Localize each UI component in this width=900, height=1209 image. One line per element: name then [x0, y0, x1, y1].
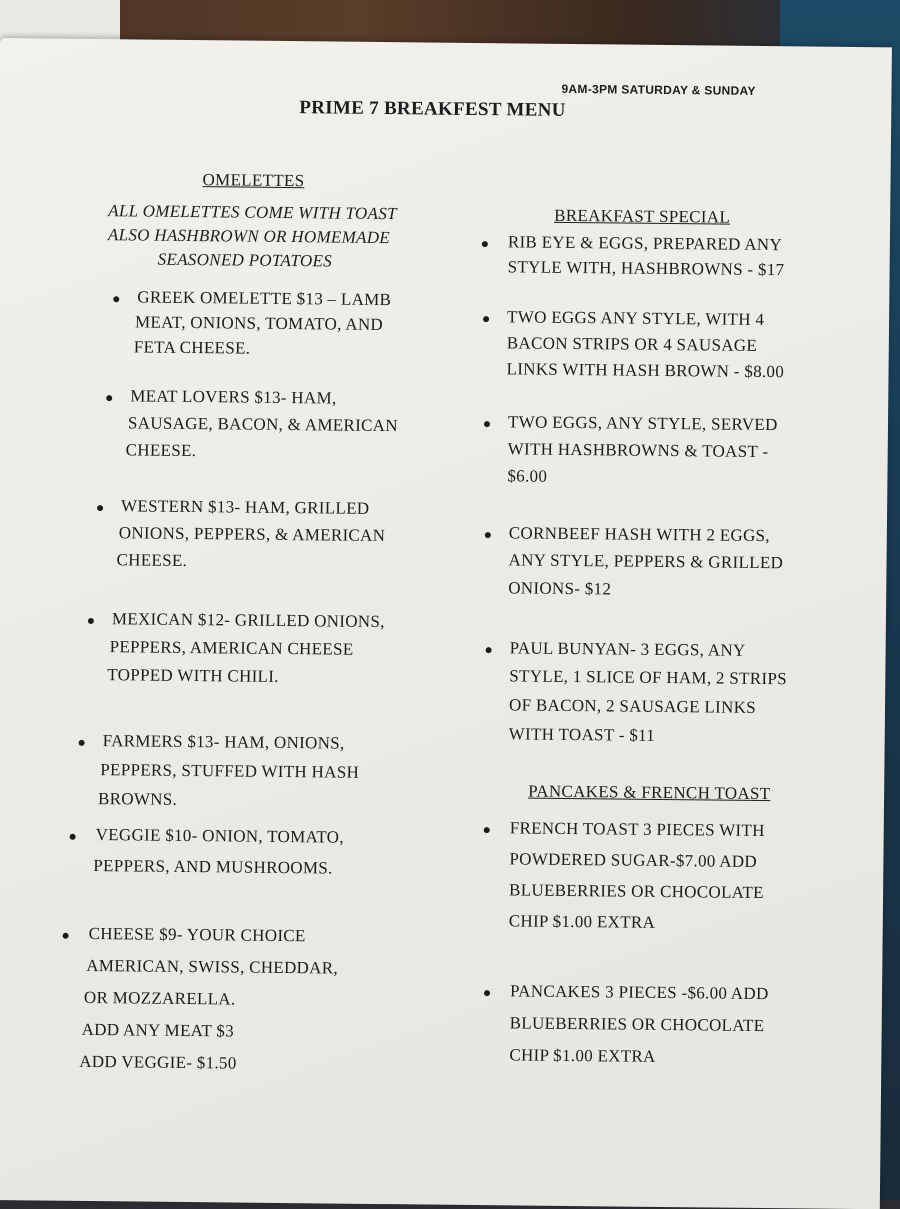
- menu-item-line: WESTERN $13- HAM, GRILLED: [121, 496, 370, 518]
- menu-item-line: STYLE WITH, HASHBROWNS - $17: [507, 257, 785, 280]
- menu-item-line: $6.00: [507, 466, 548, 486]
- menu-item-line: BLUEBERRIES OR CHOCOLATE: [509, 880, 764, 903]
- menu-item-line: TOPPED WITH CHILI.: [107, 665, 279, 686]
- menu-item-line: VEGGIE $10- ONION, TOMATO,: [95, 825, 344, 847]
- menu-item-line: PEPPERS, AND MUSHROOMS.: [93, 856, 333, 878]
- bullet-icon: [63, 933, 69, 939]
- menu-item-line: FRENCH TOAST 3 PIECES WITH: [509, 818, 765, 841]
- menu-item-line: ANY STYLE, PEPPERS & GRILLED: [508, 550, 784, 573]
- menu-item-line: WITH HASHBROWNS & TOAST -: [507, 439, 769, 462]
- menu-item-line: PANCAKES 3 PIECES -$6.00 ADD: [509, 981, 769, 1004]
- menu-item-line: CHEESE.: [116, 550, 188, 570]
- menu-item-line: WITH TOAST - $11: [508, 724, 656, 745]
- menu-item-line: TWO EGGS, ANY STYLE, SERVED: [507, 412, 778, 435]
- menu-item-line: MEAT LOVERS $13- HAM,: [130, 386, 337, 408]
- menu-item-line: PEPPERS, STUFFED WITH HASH: [100, 760, 360, 782]
- menu-item-line: PAUL BUNYAN- 3 EGGS, ANY: [509, 638, 746, 660]
- bullet-icon: [485, 532, 491, 538]
- menu-item-line: TWO EGGS ANY STYLE, WITH 4: [507, 307, 765, 330]
- bullet-icon: [97, 505, 103, 511]
- menu-item-line: FETA CHEESE.: [133, 337, 251, 358]
- bullet-icon: [113, 296, 119, 302]
- bullet-icon: [70, 834, 76, 840]
- menu-item-line: AMERICAN, SWISS, CHEDDAR,: [86, 955, 339, 978]
- menu-item-line: CHIP $1.00 EXTRA: [509, 1045, 656, 1066]
- menu-item-line: POWDERED SUGAR-$7.00 ADD: [509, 849, 758, 871]
- menu-item-line: CHIP $1.00 EXTRA: [508, 911, 656, 932]
- pancakes-heading: PANCAKES & FRENCH TOAST: [528, 781, 771, 804]
- menu-item-line: MEXICAN $12- GRILLED ONIONS,: [111, 609, 385, 632]
- breakfast-special-heading: BREAKFAST SPECIAL: [554, 205, 731, 227]
- menu-item-line: OF BACON, 2 SAUSAGE LINKS: [508, 695, 757, 717]
- bullet-icon: [483, 316, 489, 322]
- bullet-icon: [484, 827, 490, 833]
- bullet-icon: [484, 990, 490, 996]
- omelettes-note-line: ALSO HASHBROWN OR HOMEMADE: [107, 225, 391, 248]
- menu-sheet: [0, 38, 892, 1209]
- omelettes-note-line: ALL OMELETTES COME WITH TOAST: [108, 201, 397, 224]
- bullet-icon: [482, 241, 488, 247]
- menu-item-line: GREEK OMELETTE $13 – LAMB: [137, 287, 392, 310]
- menu-item-line: CHEESE.: [125, 440, 197, 461]
- menu-item-line: BACON STRIPS OR 4 SAUSAGE: [506, 333, 758, 355]
- menu-item-line: MEAT, ONIONS, TOMATO, AND: [134, 312, 384, 335]
- menu-item-line: ONIONS- $12: [508, 578, 612, 599]
- addon-line: ADD VEGGIE- $1.50: [79, 1051, 237, 1073]
- bullet-icon: [88, 618, 94, 624]
- menu-item-line: FARMERS $13- HAM, ONIONS,: [102, 731, 345, 753]
- menu-item-line: SAUSAGE, BACON, & AMERICAN: [127, 413, 398, 436]
- menu-item-line: RIB EYE & EGGS, PREPARED ANY: [507, 232, 783, 255]
- bullet-icon: [486, 647, 492, 653]
- menu-item-line: STYLE, 1 SLICE OF HAM, 2 STRIPS: [509, 666, 787, 689]
- menu-item-line: CHEESE $9- YOUR CHOICE: [88, 923, 306, 946]
- menu-item-line: BLUEBERRIES OR CHOCOLATE: [509, 1013, 765, 1036]
- menu-item-line: LINKS WITH HASH BROWN - $8.00: [506, 359, 785, 382]
- omelettes-heading: OMELETTES: [202, 170, 305, 191]
- bullet-icon: [79, 740, 85, 746]
- menu-item-line: BROWNS.: [97, 789, 178, 809]
- addon-line: ADD ANY MEAT $3: [81, 1019, 235, 1041]
- bullet-icon: [484, 421, 490, 427]
- menu-item-line: OR MOZZARELLA.: [83, 987, 236, 1009]
- menu-item-line: ONIONS, PEPPERS, & AMERICAN: [118, 523, 386, 546]
- hours-text: 9AM-3PM SATURDAY & SUNDAY: [561, 81, 756, 98]
- bullet-icon: [106, 395, 112, 401]
- omelettes-note-line: SEASONED POTATOES: [157, 249, 333, 271]
- page-title: PRIME 7 BREAKFEST MENU: [299, 97, 566, 121]
- menu-item-line: PEPPERS, AMERICAN CHEESE: [109, 637, 354, 659]
- menu-item-line: CORNBEEF HASH WITH 2 EGGS,: [508, 523, 771, 546]
